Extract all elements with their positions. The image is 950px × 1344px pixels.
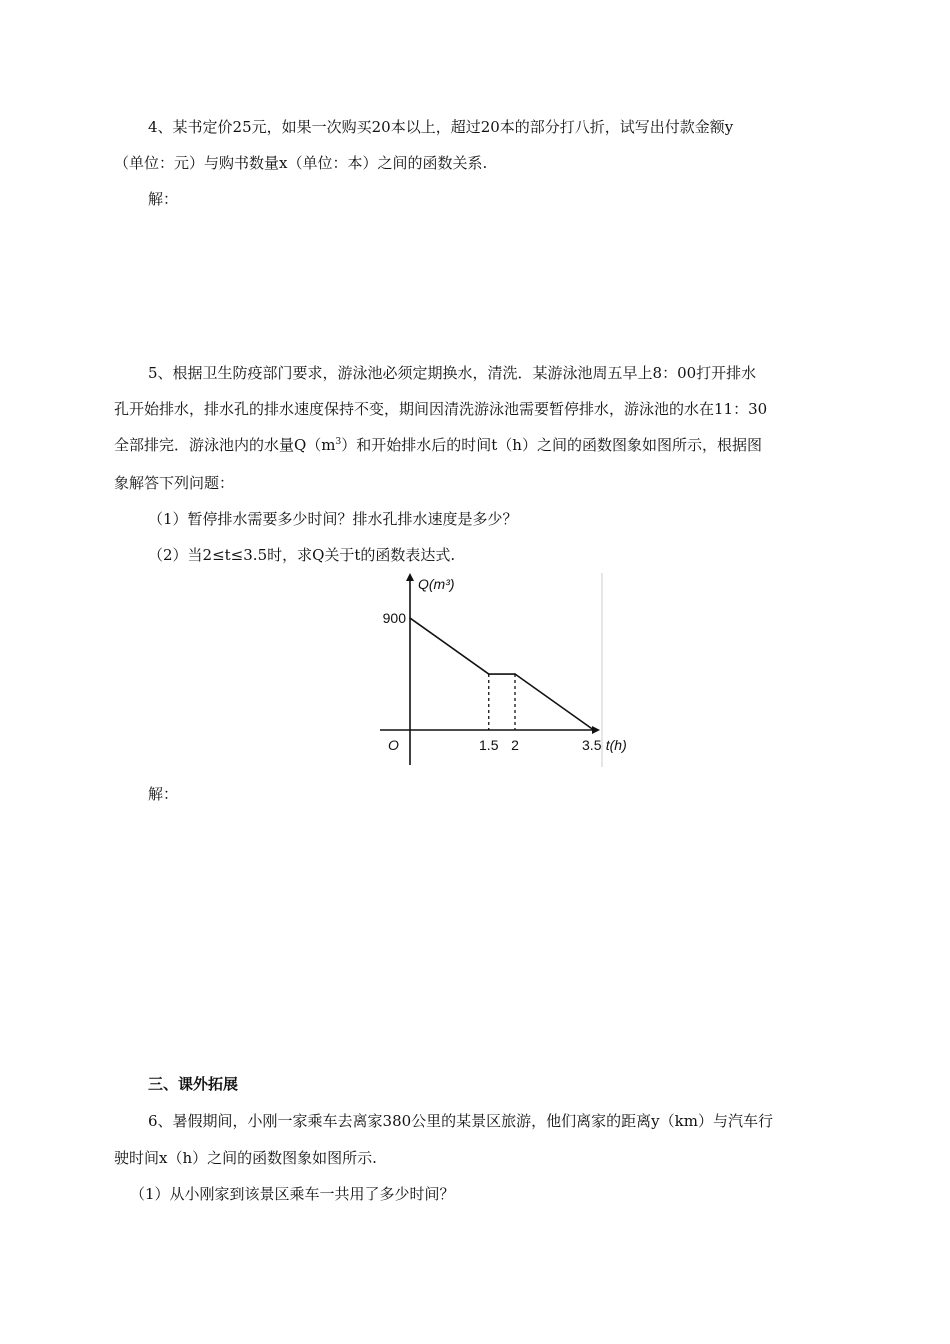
- x-tick-label-3-5: 3.5: [582, 737, 602, 753]
- data-point-0: [409, 617, 411, 619]
- data-point-3: [593, 729, 595, 731]
- q5-answer-label: 解：: [148, 785, 179, 803]
- y-tick-label-900: 900: [382, 610, 406, 627]
- q5-subquestion-2: （2）当2≤t≤3.5时，求Q关于t的函数表达式.: [148, 546, 456, 564]
- section-3-title: 三、课外拓展: [148, 1075, 239, 1093]
- q5-line-3: [114, 434, 762, 456]
- x-axis-label: t(h): [605, 737, 627, 753]
- q5-line-4: 象解答下列问题：: [114, 474, 235, 492]
- q5-line-2: 孔开始排水，排水孔的排水速度保持不变，期间因清洗游泳池需要暂停排水，游泳池的水在11：30: [114, 400, 768, 418]
- data-point-2: [514, 673, 516, 675]
- q5-line-3-post: ）和开始排水后的时间t（h）之间的函数图象如图所示，根据图: [341, 436, 762, 454]
- q5-line-3-pre: 全部排完．游泳池内的水量Q（m: [114, 436, 336, 454]
- data-point-1: [488, 673, 490, 675]
- y-axis-label: Q(m³): [418, 576, 455, 592]
- q4-line-2: （单位：元）与购书数量x（单位：本）之间的函数关系.: [114, 154, 488, 172]
- q5-line-3-sup: 3: [335, 437, 342, 447]
- q5-line-1: 5、根据卫生防疫部门要求，游泳池必须定期换水，清洗．某游泳池周五早上8：00打开排水: [148, 364, 757, 382]
- water-volume-chart: [380, 573, 627, 767]
- q6-line-1: 6、暑假期间，小刚一家乘车去离家380公里的某景区旅游，他们离家的距离y（km）与汽车行: [148, 1112, 773, 1130]
- q4-answer-label: 解：: [148, 190, 179, 208]
- x-tick-label-2: 2: [511, 737, 519, 753]
- x-tick-label-1-5: 1.5: [479, 737, 499, 753]
- q5-subquestion-1: （1）暂停排水需要多少时间？排水孔排水速度是多少？: [148, 510, 518, 528]
- q4-line-1: 4、某书定价25元，如果一次购买20本以上，超过20本的部分打八折，试写出付款金额y: [148, 118, 734, 136]
- q6-line-2: 驶时间x（h）之间的函数图象如图所示.: [114, 1149, 377, 1167]
- q6-subquestion-1: （1）从小刚家到该景区乘车一共用了多少时间？: [130, 1185, 455, 1203]
- origin-label: O: [388, 737, 399, 753]
